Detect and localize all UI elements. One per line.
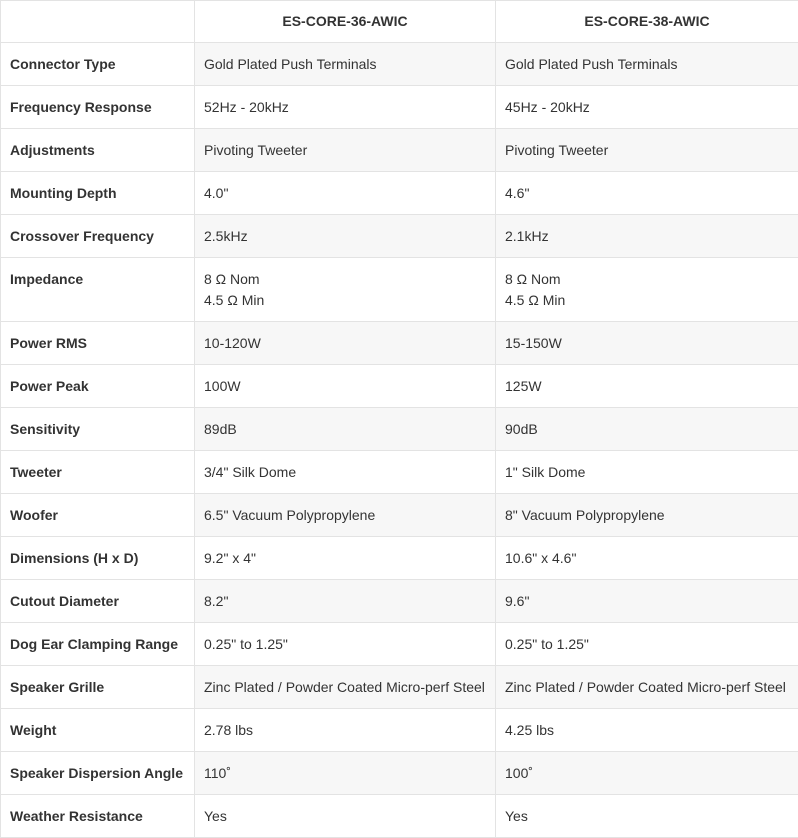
spec-value-line: 90dB [505,421,538,437]
table-row-adjustments [1,129,798,172]
spec-value-line: 110˚ [204,765,231,781]
spec-value-es-core-38-awic [496,537,798,580]
spec-value-line: Gold Plated Push Terminals [204,56,377,72]
table-row-speaker-dispersion-angle [1,752,798,795]
header-row [1,1,798,43]
spec-value-es-core-38-awic [496,752,798,795]
spec-value-es-core-36-awic [195,623,496,666]
spec-value-line: 6.5" Vacuum Polypropylene [204,507,376,523]
spec-value-es-core-36-awic [195,408,496,451]
spec-value-es-core-38-awic [496,666,798,709]
spec-value-line: 0.25" to 1.25" [505,636,589,652]
table-row-connector-type [1,43,798,86]
spec-value-es-core-38-awic [496,580,798,623]
spec-value-es-core-36-awic [195,172,496,215]
spec-label: Frequency Response [1,86,195,129]
spec-value-line: 4.5 Ω Min [204,292,265,308]
spec-value-line: 8 Ω Nom [204,271,260,287]
table-row-tweeter [1,451,798,494]
spec-value-es-core-38-awic [496,322,798,365]
spec-value-line: Yes [505,808,528,824]
spec-value-line: 100W [204,378,241,394]
table-row-frequency-response [1,86,798,129]
spec-value-line: Pivoting Tweeter [204,142,308,158]
table-row-crossover-frequency [1,215,798,258]
table-row-impedance [1,258,798,322]
spec-label: Tweeter [1,451,195,494]
table-row-speaker-grille [1,666,798,709]
spec-label: Connector Type [1,43,195,86]
spec-label: Dimensions (H x D) [1,537,195,580]
spec-value-es-core-38-awic [496,86,798,129]
table-row-weather-resistance [1,795,798,838]
spec-value-es-core-36-awic [195,795,496,838]
spec-value-line: 2.5kHz [204,228,248,244]
spec-value-line: 10-120W [204,335,261,351]
spec-value-line: 8 Ω Nom [505,271,561,287]
spec-label: Adjustments [1,129,195,172]
spec-value-es-core-38-awic [496,365,798,408]
model-header-es-core-38-awic: ES-CORE-38-AWIC [496,1,798,43]
spec-value-line: 100˚ [505,765,534,781]
spec-value-line: 2.1kHz [505,228,549,244]
spec-value-line: 9.6" [505,593,530,609]
spec-label: Speaker Dispersion Angle [1,752,195,795]
spec-label: Dog Ear Clamping Range [1,623,195,666]
spec-value-es-core-36-awic [195,322,496,365]
spec-value-line: 9.2" x 4" [204,550,256,566]
spec-value-es-core-36-awic [195,752,496,795]
spec-value-es-core-36-awic [195,215,496,258]
spec-value-line: 52Hz - 20kHz [204,99,289,115]
spec-value-line: 4.5 Ω Min [505,292,566,308]
spec-value-line: 3/4" Silk Dome [204,464,297,480]
spec-value-es-core-36-awic [195,580,496,623]
spec-value-es-core-38-awic [496,258,798,322]
spec-value-line: 89dB [204,421,237,437]
spec-value-line: 4.0" [204,185,229,201]
spec-label: Weather Resistance [1,795,195,838]
spec-value-line: 45Hz - 20kHz [505,99,590,115]
spec-value-line: 0.25" to 1.25" [204,636,288,652]
spec-value-es-core-36-awic [195,258,496,322]
spec-value-line: 10.6" x 4.6" [505,550,577,566]
spec-value-line: 8" Vacuum Polypropylene [505,507,665,523]
spec-label: Mounting Depth [1,172,195,215]
spec-value-es-core-36-awic [195,451,496,494]
spec-label: Cutout Diameter [1,580,195,623]
spec-value-line: 15-150W [505,335,562,351]
spec-value-es-core-36-awic [195,666,496,709]
table-row-weight [1,709,798,752]
table-row-power-peak [1,365,798,408]
spec-value-es-core-38-awic [496,172,798,215]
spec-value-es-core-38-awic [496,709,798,752]
table-row-power-rms [1,322,798,365]
spec-value-es-core-38-awic [496,408,798,451]
corner-cell [1,1,195,43]
spec-value-line: 1" Silk Dome [505,464,586,480]
spec-value-line: Pivoting Tweeter [505,142,609,158]
spec-value-line: Yes [204,808,227,824]
spec-label: Crossover Frequency [1,215,195,258]
spec-value-es-core-38-awic [496,494,798,537]
spec-value-es-core-38-awic [496,129,798,172]
spec-table-body [1,43,798,838]
spec-value-es-core-36-awic [195,86,496,129]
spec-value-es-core-36-awic [195,129,496,172]
spec-value-es-core-36-awic [195,365,496,408]
spec-value-line: Zinc Plated / Powder Coated Micro-perf Steel [204,679,485,695]
spec-value-es-core-36-awic [195,709,496,752]
spec-value-line: Zinc Plated / Powder Coated Micro-perf Steel [505,679,786,695]
spec-value-es-core-38-awic [496,43,798,86]
spec-value-es-core-38-awic [496,215,798,258]
table-row-sensitivity [1,408,798,451]
spec-value-es-core-36-awic [195,537,496,580]
spec-value-line: Gold Plated Push Terminals [505,56,678,72]
spec-value-line: 2.78 lbs [204,722,254,738]
spec-label: Impedance [1,258,195,322]
spec-value-line: 125W [505,378,542,394]
spec-value-es-core-38-awic [496,451,798,494]
table-row-dimensions-h-x-d [1,537,798,580]
table-row-dog-ear-clamping-range [1,623,798,666]
spec-label: Power Peak [1,365,195,408]
spec-value-es-core-38-awic [496,795,798,838]
spec-value-line: 4.25 lbs [505,722,555,738]
spec-value-es-core-36-awic [195,43,496,86]
table-row-mounting-depth [1,172,798,215]
model-header-es-core-36-awic: ES-CORE-36-AWIC [195,1,496,43]
spec-value-line: 4.6" [505,185,530,201]
spec-label: Woofer [1,494,195,537]
spec-value-line: 8.2" [204,593,229,609]
spec-label: Speaker Grille [1,666,195,709]
table-row-woofer [1,494,798,537]
spec-value-es-core-36-awic [195,494,496,537]
spec-label: Weight [1,709,195,752]
spec-label: Power RMS [1,322,195,365]
table-row-cutout-diameter [1,580,798,623]
spec-value-es-core-38-awic [496,623,798,666]
spec-label: Sensitivity [1,408,195,451]
